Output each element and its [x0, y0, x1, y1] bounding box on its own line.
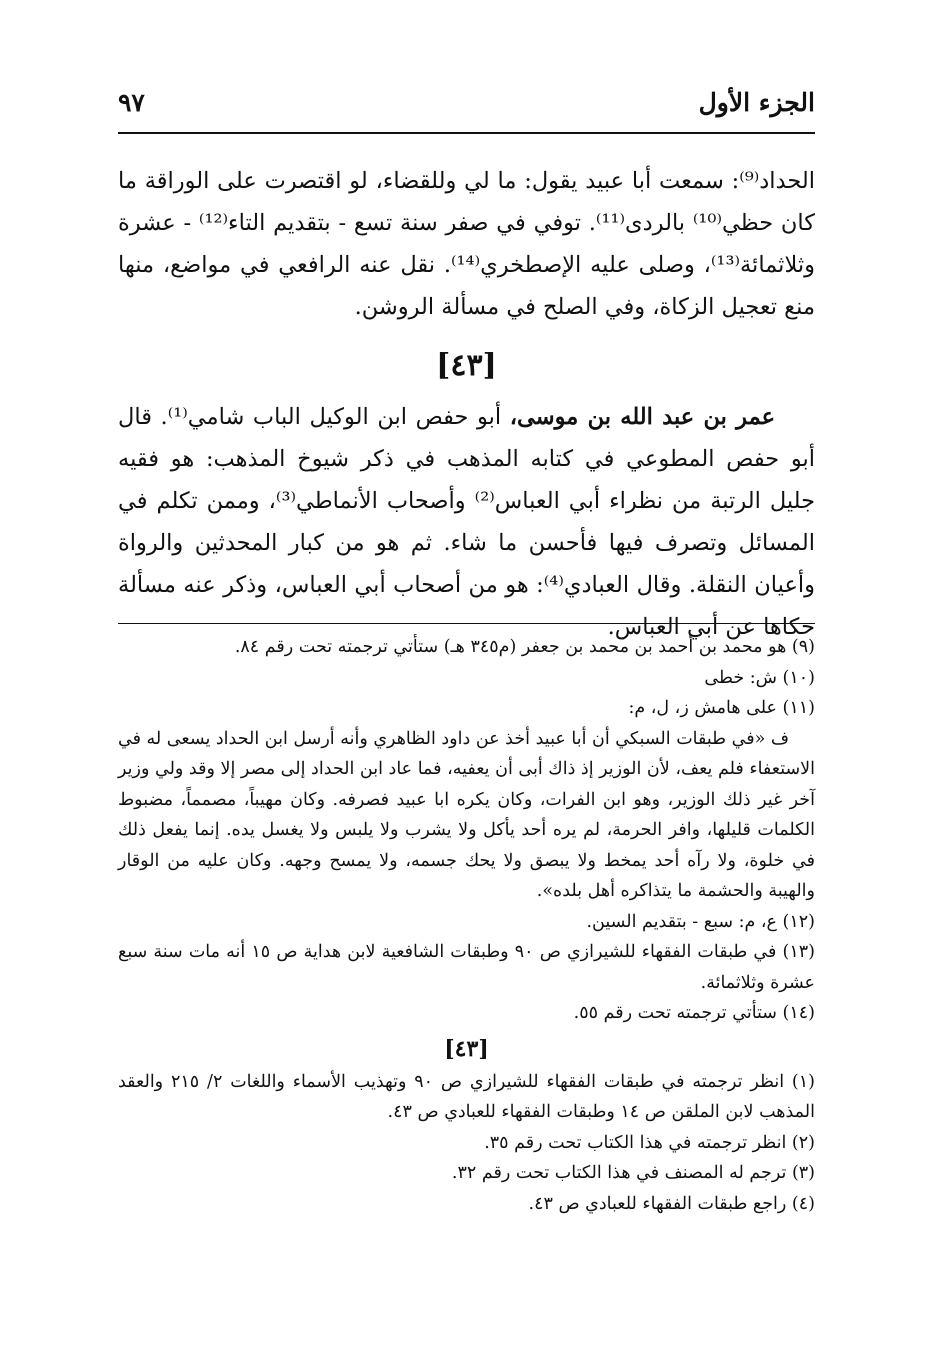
footnotes: [118, 632, 815, 1219]
footnote-4: (٤) راجع طبقات الفقهاء للعبادي ص ٤٣.: [528, 1193, 815, 1214]
footnote-2: (٢) انظر ترجمته في هذا الكتاب تحت رقم ٣٥.: [484, 1132, 815, 1153]
header-rule: [118, 132, 815, 134]
page-number: ٩٧: [118, 87, 145, 117]
running-title: الجزء الأول: [698, 87, 815, 117]
footnote-11: (١١) على هامش ز، ل، م:: [628, 698, 815, 718]
footnote-3: (٣) ترجم له المصنف في هذا الكتاب تحت رقم ٣٢.: [451, 1163, 815, 1183]
paragraph-continuation: الحداد⁽⁹⁾: سمعت أبا عبيد يقول: ما لي وللقضاء، لو اقتصرت على الوراقة ما كان حظي⁽¹⁰⁾ بالردى⁽¹¹⁾. توفي في صفر سنة تسع - بتقديم التاء⁽¹²⁾ - عشرة وثلاثمائة⁽¹³⁾، وصلى عليه الإصطخري⁽¹⁴⁾. نقل عنه الرافعي في مواضع، منها منع تعجيل الزكاة، وفي الصلح في مسألة الروشن.: [118, 168, 816, 320]
main-text: [118, 160, 815, 648]
entry-subject-name: عمر بن عبد الله بن موسى،: [509, 404, 776, 430]
footnote-9: (٩) هو محمد بن أحمد بن محمد بن جعفر (م٣٤٥ هـ) ستأتي ترجمته تحت رقم ٨٤.: [234, 637, 815, 657]
footnote-11-quote: ف «في طبقات السبكي أن أبا عبيد أخذ عن داود الظاهري وأنه أرسل ابن الحداد يسعى له في الاستعفاء فلم يعف، لأن الوزير إذ ذاك أبى أن يعفيه، فما عاد ابن الحداد إلى مصر إلا وقد ولي وزير آخر غير ذلك الوزير، وهو ابن الفرات، وكان يكره ابا عبيد فصرفه. وكان مهيباً، مصمماً، مضبوط الكلمات قليلها، وافر الحرمة، لم يره أحد يأكل ولا يشرب ولا يلبس ولا يغسل يده. إنما يفعل ذلك في خلوة، ولا رآه أحد يمخط ولا يبصق ولا يحك جسمه، ولا يمسح وجهه. وكان عليه من الوقار والهيبة والحشمة ما يتذاكره أهل بلده».: [118, 728, 815, 901]
paragraph-entry-43: [118, 396, 815, 648]
footnote-14: (١٤) ستأتي ترجمته تحت رقم ٥٥.: [573, 1003, 815, 1023]
footnote-12: (١٢) ع، م: سبع - بتقديم السين.: [586, 911, 815, 932]
page-header: [118, 82, 815, 122]
entry-body: أبو حفص ابن الوكيل الباب شامي⁽¹⁾. قال أبو حفص المطوعي في كتابه المذهب في ذكر شيوخ المذهب: هو فقيه جليل الرتبة من نظراء أبي العباس⁽²⁾ وأصحاب الأنماطي⁽³⁾، وممن تكلم في المسائل وتصرف فيها فأحسن ما شاء. ثم هو من كبار المحدثين والرواة وأعيان النقلة. وقال العبادي⁽⁴⁾: هو من أصحاب أبي العباس، وذكر عنه مسألة حكاها عن أبي العباس.: [118, 404, 816, 640]
entry-number: [٤٣]: [436, 348, 497, 383]
footnote-13: (١٣) في طبقات الفقهاء للشيرازي ص ٩٠ وطبقات الشافعية لابن هداية ص ١٥ أنه مات سنة سبع عشرة وثلاثمائة.: [118, 942, 815, 993]
footnote-1: (١) انظر ترجمته في طبقات الفقهاء للشيرازي ص ٩٠ وتهذيب الأسماء واللغات ٢/ ٢١٥ والعقد المذهب لابن الملقن ص ١٤ وطبقات الفقهاء للعبادي ص ٤٣.: [118, 1071, 815, 1122]
footnote-10: (١٠) ش: خطى: [704, 667, 815, 688]
footnotes-entry-number: [٤٣]: [444, 1035, 489, 1062]
footnote-rule: [118, 623, 815, 624]
